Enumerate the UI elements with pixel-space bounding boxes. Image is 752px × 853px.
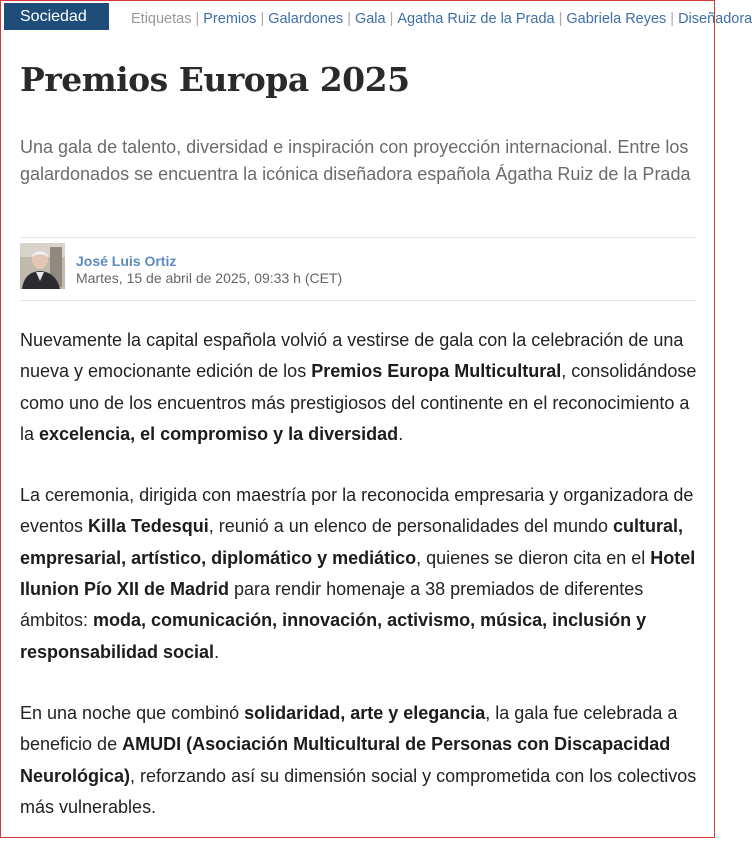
- author-block: [20, 243, 696, 293]
- article-subtitle: Una gala de talento, diversidad e inspiración con proyección internacional. Entre los galardonados se encuentra la icónica diseñadora española Ágatha Ruiz de la Prada: [20, 137, 691, 184]
- article-paragraph: [20, 480, 700, 668]
- bold-text: Hotel Ilunion Pío XII de Madrid: [20, 547, 696, 600]
- tag-separator: |: [670, 11, 675, 27]
- article-title: Premios Europa 2025: [20, 60, 410, 99]
- text-run: .: [398, 423, 404, 444]
- text-run: para rendir homenaje a 38 premiados de diferentes ámbitos:: [20, 579, 644, 631]
- bold-text: Premios Europa Multicultural: [311, 361, 562, 382]
- author-name-link[interactable]: José Luis Ortiz: [76, 253, 177, 269]
- tags-list: [131, 11, 752, 27]
- divider-top: [20, 237, 696, 238]
- tag-galardones[interactable]: Galardones: [268, 11, 344, 27]
- bold-text: Killa Tedesqui: [88, 516, 209, 537]
- tag-gabriela-reyes[interactable]: Gabriela Reyes: [566, 11, 667, 27]
- article-paragraph: [20, 325, 700, 450]
- text-run: , reunió a un elenco de personalidades del mundo: [208, 516, 614, 537]
- tag-disenadora[interactable]: Diseñadora: [678, 11, 752, 27]
- text-run: , la gala fue celebrada a beneficio de: [20, 702, 678, 755]
- bold-text: moda, comunicación, innovación, activismo, música, inclusión y responsabilidad social: [20, 610, 647, 662]
- tags-label: Etiquetas: [131, 11, 192, 27]
- tag-separator: |: [558, 11, 563, 27]
- divider-bottom: [20, 300, 696, 301]
- tag-premios[interactable]: Premios: [203, 11, 257, 27]
- bold-text: solidaridad, arte y elegancia: [244, 702, 486, 723]
- publish-date: Martes, 15 de abril de 2025, 09:33 h (CET): [76, 270, 343, 286]
- tag-separator: |: [389, 11, 394, 27]
- text-run: En una noche que combinó: [20, 702, 245, 723]
- tag-separator: |: [195, 11, 200, 27]
- tag-separator: |: [347, 11, 351, 27]
- text-run: , reforzando así su dimensión social y comprometida con los colectivos más vulnerables.: [20, 765, 697, 817]
- section-badge[interactable]: Sociedad: [4, 3, 109, 30]
- bold-text: cultural, empresarial, artístico, diplomático y mediático: [20, 516, 684, 568]
- text-run: Nuevamente la capital española volvió a vestirse de gala con la celebración de una nueva y emocionante edición de los: [20, 330, 684, 382]
- text-run: , consolidándose como uno de los encuentros más prestigiosos del continente en el reconocimiento a la: [20, 361, 697, 444]
- article-body: [20, 325, 700, 853]
- tag-separator: |: [260, 11, 265, 27]
- text-run: , quienes se dieron cita en el: [416, 547, 651, 568]
- author-avatar[interactable]: [20, 243, 65, 289]
- text-run: .: [214, 641, 220, 662]
- top-bar: [0, 0, 752, 31]
- text-run: La ceremonia, dirigida con maestría por la reconocida empresaria y organizadora de eventos: [20, 485, 694, 537]
- tag-agatha-ruiz-de-la-prada[interactable]: Agatha Ruiz de la Prada: [397, 11, 555, 27]
- author-photo-icon: [20, 243, 65, 289]
- tag-gala[interactable]: Gala: [354, 11, 386, 27]
- article-paragraph: [20, 698, 700, 823]
- bold-text: AMUDI (Asociación Multicultural de Personas con Discapacidad Neurológica): [20, 734, 671, 786]
- bold-text: excelencia, el compromiso y la diversidad: [39, 423, 399, 444]
